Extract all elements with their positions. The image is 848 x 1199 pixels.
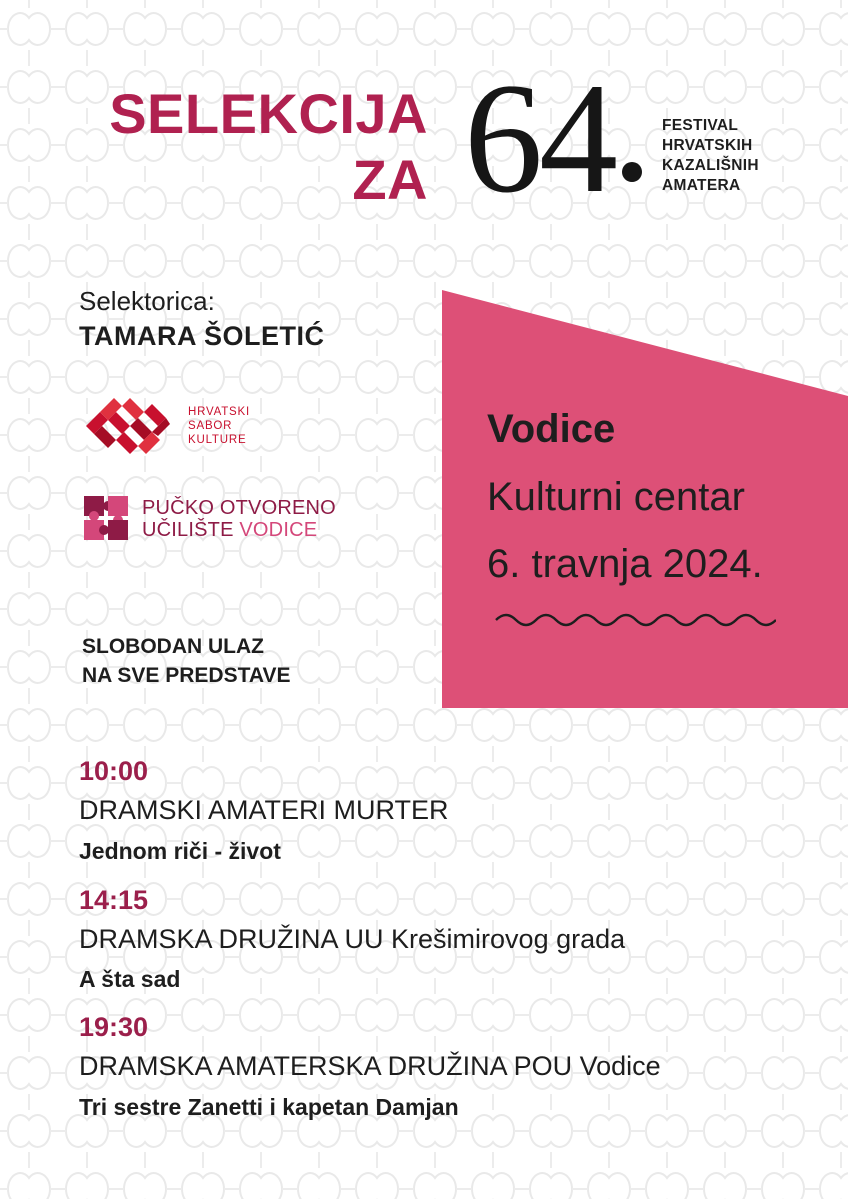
title-line-1: SELEKCIJA (109, 82, 428, 145)
selector-label: Selektorica: (79, 286, 215, 316)
free-entry-line: NA SVE PREDSTAVE (82, 664, 291, 687)
pou-logo-text (142, 497, 336, 541)
schedule-play: Jednom riči - život (79, 838, 281, 864)
schedule-group: DRAMSKA AMATERSKA DRUŽINA POU Vodice (79, 1051, 661, 1081)
festival-number-dot (622, 162, 642, 182)
pou-logo-line-1: PUČKO OTVORENO (142, 497, 336, 519)
venue-date: 6. travnja 2024. (487, 542, 763, 586)
schedule-play: A šta sad (79, 966, 181, 992)
wave-divider (494, 608, 776, 632)
pou-logo-line-2 (142, 519, 336, 541)
schedule-time: 19:30 (79, 1012, 149, 1042)
festival-number: 64 (464, 51, 614, 226)
schedule-group: DRAMSKA DRUŽINA UU Krešimirovog grada (79, 924, 626, 954)
schedule-time: 10:00 (79, 756, 149, 786)
festival-name-line: KAZALIŠNIH (662, 157, 759, 174)
selector-name: TAMARA ŠOLETIĆ (79, 321, 325, 351)
venue-city: Vodice (487, 407, 616, 451)
free-entry-line: SLOBODAN ULAZ (82, 635, 264, 658)
festival-name-line: HRVATSKIH (662, 137, 753, 154)
schedule-time: 14:15 (79, 885, 149, 915)
festival-name-line: FESTIVAL (662, 117, 739, 134)
hsk-logo-line: KULTURE (188, 434, 247, 446)
pou-logo-line-2-accent: VODICE (239, 519, 318, 541)
festival-name (662, 116, 759, 196)
venue-place: Kulturni centar (487, 475, 745, 519)
schedule-group: DRAMSKI AMATERI MURTER (79, 795, 449, 825)
hsk-logo-line: SABOR (188, 420, 233, 432)
hsk-logo-text (188, 405, 250, 447)
pou-logo-line-2-main: UČILIŠTE (142, 519, 234, 541)
hsk-logo-line: HRVATSKI (188, 406, 250, 418)
festival-name-line: AMATERA (662, 177, 741, 194)
schedule-play: Tri sestre Zanetti i kapetan Damjan (79, 1094, 459, 1120)
hsk-logo-icon (80, 398, 170, 460)
title-line-2: ZA (352, 148, 428, 211)
puzzle-logo-icon (80, 492, 134, 546)
free-entry-notice (82, 632, 290, 690)
